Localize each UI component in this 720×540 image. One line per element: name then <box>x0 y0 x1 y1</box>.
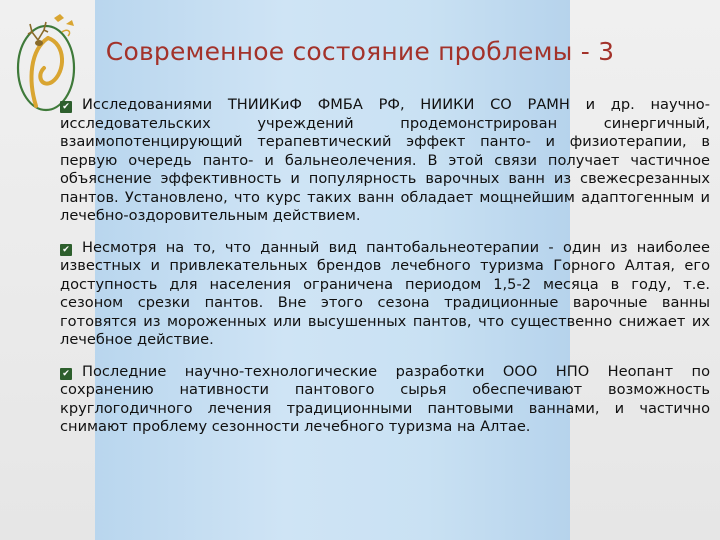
paragraph-3 <box>60 363 710 437</box>
checkbox-bullet-icon <box>60 244 72 256</box>
slide-title: Современное состояние проблемы - 3 <box>105 37 615 66</box>
paragraph-1 <box>60 96 710 226</box>
checkbox-bullet-icon <box>60 368 72 380</box>
checkbox-bullet-icon <box>60 101 72 113</box>
paragraph-2 <box>60 239 710 350</box>
content-body <box>60 96 710 450</box>
paragraph-1-text: Исследованиями ТНИИКиФ ФМБА РФ, НИИКИ СО РАМН и др. научно-исследовательских учреждений продемонстрирован синергичный, взаимопотенцирующий терапевтический эффект панто- и физиотерапии, в первую очередь панто- и бальнеолечения. В этой связи получает частичное объяснение эффективность и популярность варочных ванн из свежесрезанных пантов. Установлено, что курс таких ванн обладает мощнейшим адаптогенным и лечебно-оздоровительным действием. <box>60 96 710 224</box>
paragraph-2-text: Несмотря на то, что данный вид пантобальнеотерапии - один из наиболее известных и привлекательных брендов лечебного туризма Горного Алтая, его доступность для населения ограничена периодом 1,5-2 месяца в году, т.е. сезоном срезки пантов. Вне этого сезона традиционные варочные ванны готовятся из мороженных или высушенных пантов, что существенно снижает их лечебное действие. <box>60 238 710 348</box>
paragraph-3-text: Последние научно-технологические разработки ООО НПО Неопант по сохранению нативности пантового сырья обеспечивают возможность круглогодичного лечения традиционными пантовыми ваннами, и частично снимают проблему сезонности лечебного туризма на Алтае. <box>60 362 710 435</box>
